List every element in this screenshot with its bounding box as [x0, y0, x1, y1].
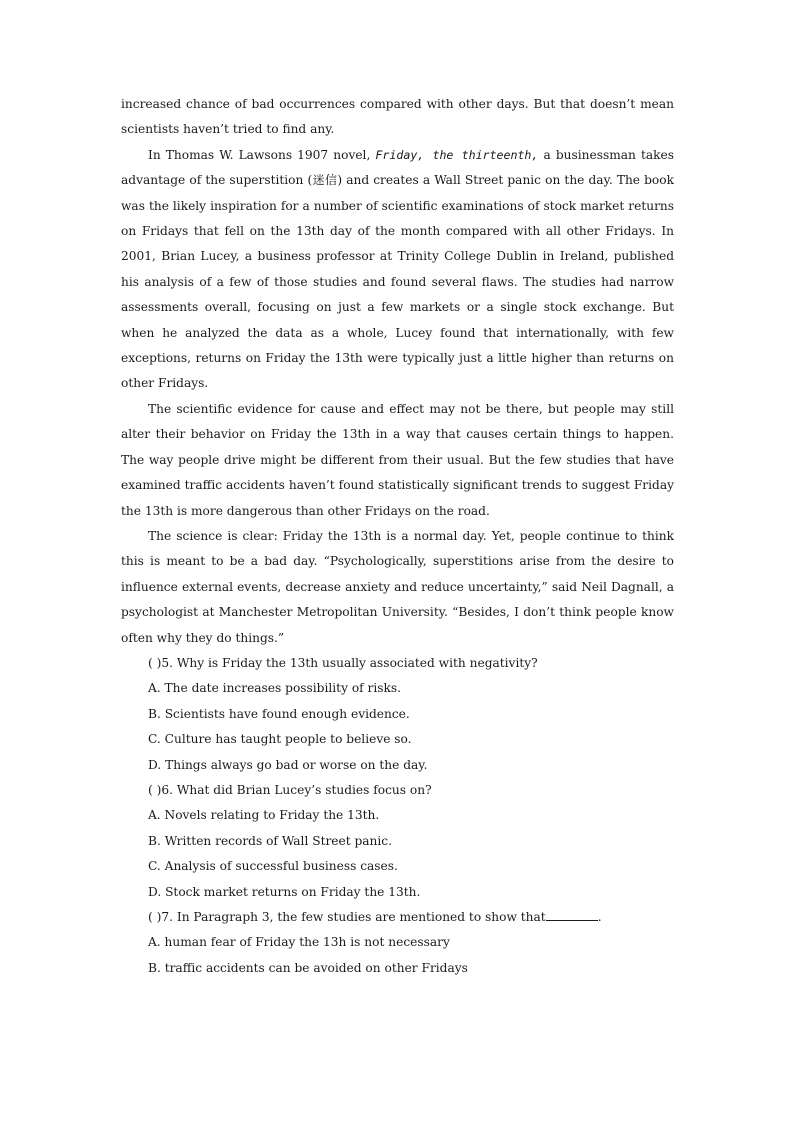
question-stem-line: [121, 905, 674, 930]
paragraph-text: In Thomas W. Lawsons 1907 novel,: [148, 147, 376, 162]
question-stem: ( )6. What did Brian Lucey’s studies focus on?: [148, 782, 432, 797]
question-stem: ( )5. Why is Friday the 13th usually associated with negativity?: [148, 655, 538, 670]
option-a: A. The date increases possibility of risks.: [148, 681, 402, 696]
paragraph-text: a businessman takes advantage of the superstition (迷信) and creates a Wall Street panic on the day. The book was the likely inspiration for a number of scientific examinations of stock market returns on Fridays that fell on the 13th day of the month compared with all other Fridays. In 2001, Brian Lucey, a business professor at Trinity College Dublin in Ireland, published his analysis of a few of those studies and found several flaws. The studies had narrow assessments overall, focusing on just a few markets or a single stock exchange. But when he analyzed the data as a whole, Lucey found that internationally, with few exceptions, returns on Friday the 13th were typically just a little higher than returns on other Fridays.: [121, 147, 674, 391]
option-a: A. Novels relating to Friday the 13th.: [148, 808, 380, 823]
option-d: D. Stock market returns on Friday the 13th.: [148, 884, 421, 899]
stem-end: .: [597, 910, 602, 924]
paragraph-science: The science is clear: Friday the 13th is a normal day. Yet, people continue to think this is meant to be a bad day. “Psychologically, superstitions arise from the desire to influence external events, decrease anxiety and reduce uncertainty,” said Neil Dagnall, a psychologist at Manchester Metropolitan University. “Besides, I don’t think people know often why they do things.”: [121, 528, 674, 645]
option-b: B. Scientists have found enough evidence.: [148, 706, 410, 721]
novel-title: Friday, the thirteenth,: [375, 147, 539, 162]
option-a: A. human fear of Friday the 13h is not necessary: [148, 935, 450, 950]
option-c: C. Culture has taught people to believe so.: [148, 732, 412, 747]
answer-blank: [546, 908, 598, 921]
question-stem: ( )7. In Paragraph 3, the few studies are mentioned to show that: [148, 910, 546, 924]
paragraph-behavior: The scientific evidence for cause and effect may not be there, but people may still alter their behavior on Friday the 13th in a way that causes certain things to happen. The way people drive might be different from their usual. But the few studies that have examined traffic accidents haven’t found statistically significant trends to suggest Friday the 13th is more dangerous than other Fridays on the road.: [121, 401, 674, 518]
option-b: B. traffic accidents can be avoided on other Fridays: [148, 960, 468, 975]
option-c: C. Analysis of successful business cases.: [148, 859, 398, 874]
option-d: D. Things always go bad or worse on the day.: [148, 757, 428, 772]
paragraph-lawson-novel: [121, 143, 674, 397]
question-6: [121, 778, 674, 905]
question-5: [121, 651, 674, 778]
reading-passage: [121, 92, 674, 981]
question-7: [121, 905, 674, 981]
option-b: B. Written records of Wall Street panic.: [148, 833, 393, 848]
paragraph-continuation: increased chance of bad occurrences compared with other days. But that doesn’t mean scientists haven’t tried to find any.: [121, 97, 674, 137]
